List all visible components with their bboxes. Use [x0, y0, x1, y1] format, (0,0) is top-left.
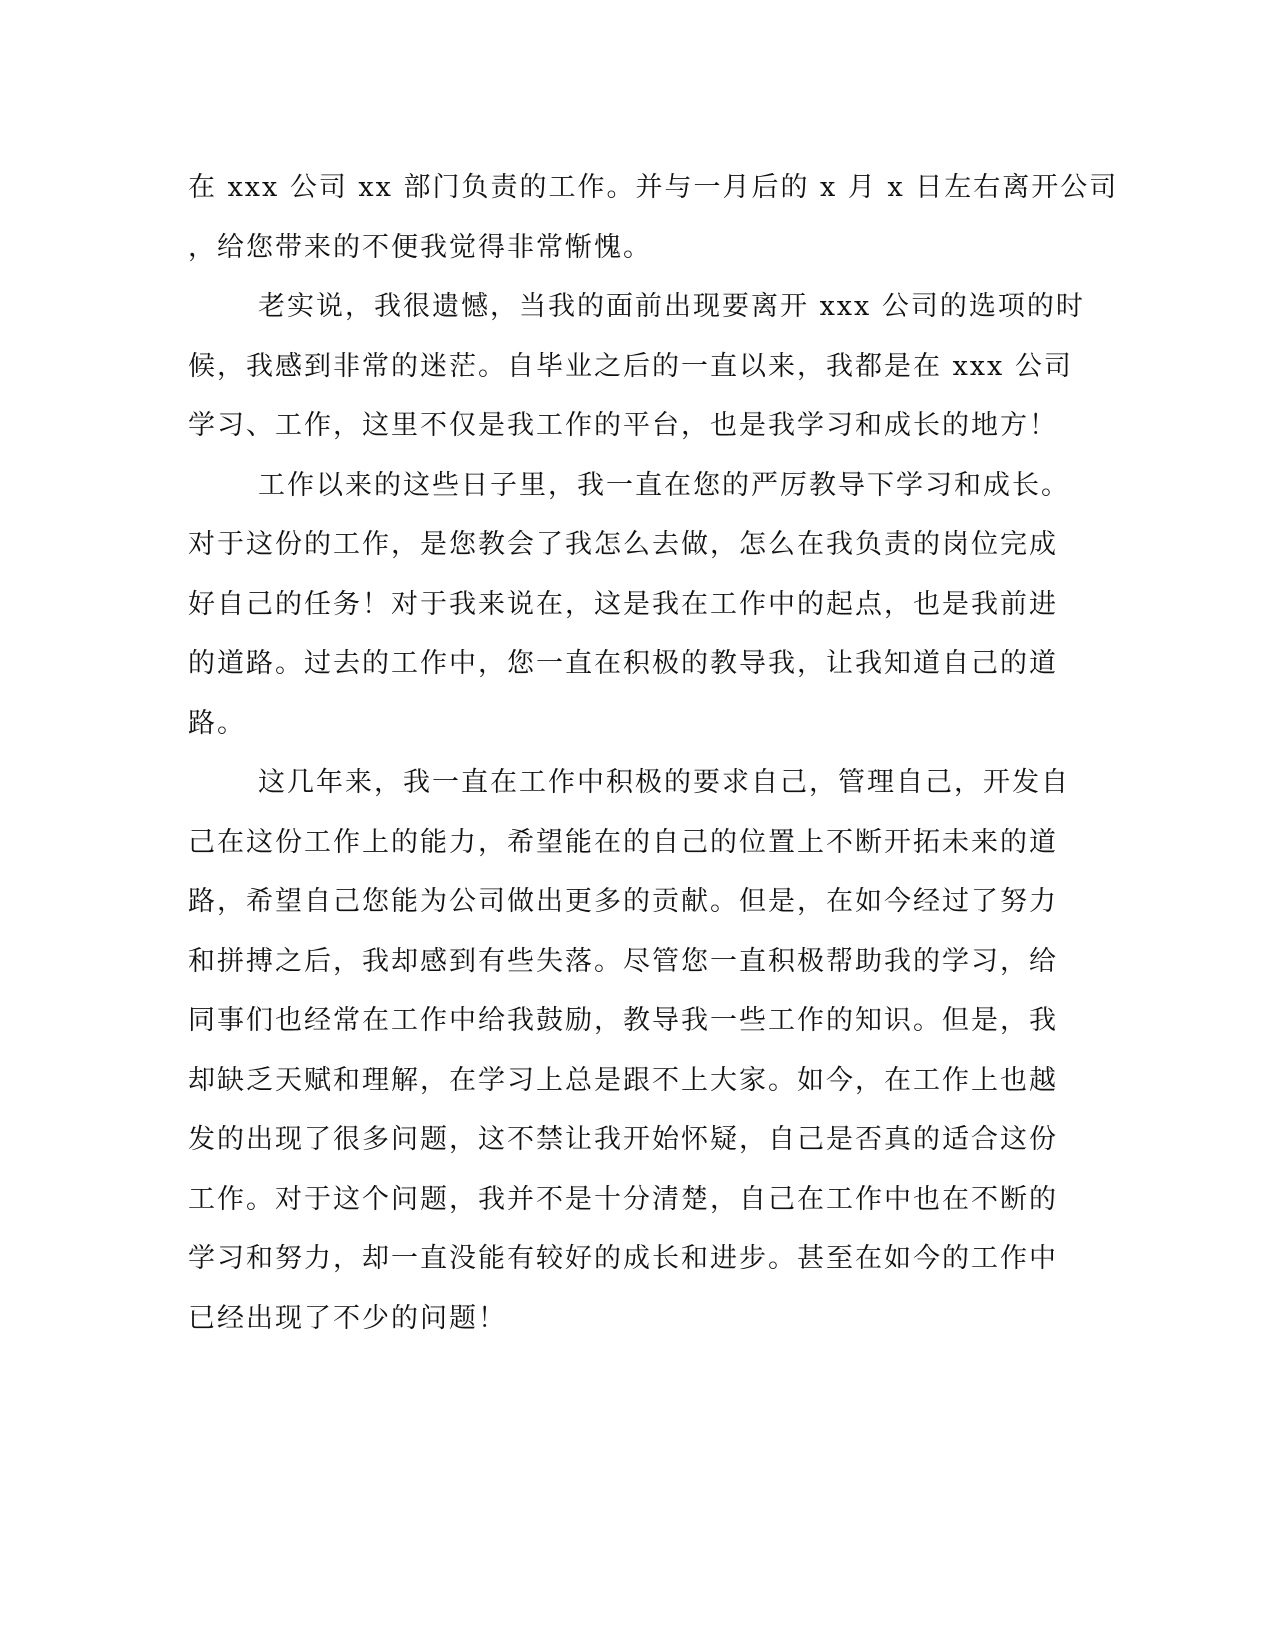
text-line: 工作以来的这些日子里，我一直在您的严厉教导下学习和成长。: [258, 469, 1070, 501]
text-line: 候，我感到非常的迷茫。自毕业之后的一直以来，我都是在 xxx 公司: [188, 350, 1073, 382]
text-line: 学习、工作，这里不仅是我工作的平台，也是我学习和成长的地方！: [188, 410, 1058, 441]
text-line: 对于这份的工作，是您教会了我怎么去做，怎么在我负责的岗位完成: [188, 529, 1058, 560]
text-line: 已经出现了不少的问题！: [188, 1302, 507, 1334]
text-line: 这几年来，我一直在工作中积极的要求自己，管理自己，开发自: [258, 767, 1070, 798]
text-line: ，给您带来的不便我觉得非常惭愧。: [188, 231, 652, 263]
text-line: 学习和努力，却一直没能有较好的成长和进步。甚至在如今的工作中: [188, 1243, 1058, 1274]
text-line: 路。: [188, 707, 246, 739]
text-line: 和拼搏之后，我却感到有些失落。尽管您一直积极帮助我的学习，给: [188, 945, 1058, 977]
document-body: [188, 158, 1119, 1348]
text-line: 己在这份工作上的能力，希望能在的自己的位置上不断开拓未来的道: [188, 826, 1058, 858]
text-line: 路，希望自己您能为公司做出更多的贡献。但是，在如今经过了努力: [188, 886, 1058, 917]
text-line: 同事们也经常在工作中给我鼓励，教导我一些工作的知识。但是，我: [188, 1005, 1058, 1036]
text-line: 发的出现了很多问题，这不禁让我开始怀疑，自己是否真的适合这份: [188, 1124, 1058, 1155]
text-line: 的道路。过去的工作中，您一直在积极的教导我，让我知道自己的道: [188, 648, 1058, 679]
text-line: 在 xxx 公司 xx 部门负责的工作。并与一月后的 x 月 x 日左右离开公司: [188, 172, 1119, 203]
text-line: 却缺乏天赋和理解，在学习上总是跟不上大家。如今，在工作上也越: [188, 1064, 1058, 1096]
text-line: 老实说，我很遗憾，当我的面前出现要离开 xxx 公司的选项的时: [258, 291, 1085, 322]
text-line: 工作。对于这个问题，我并不是十分清楚，自己在工作中也在不断的: [188, 1183, 1058, 1215]
text-line: 好自己的任务！对于我来说在，这是我在工作中的起点，也是我前进: [188, 588, 1058, 620]
